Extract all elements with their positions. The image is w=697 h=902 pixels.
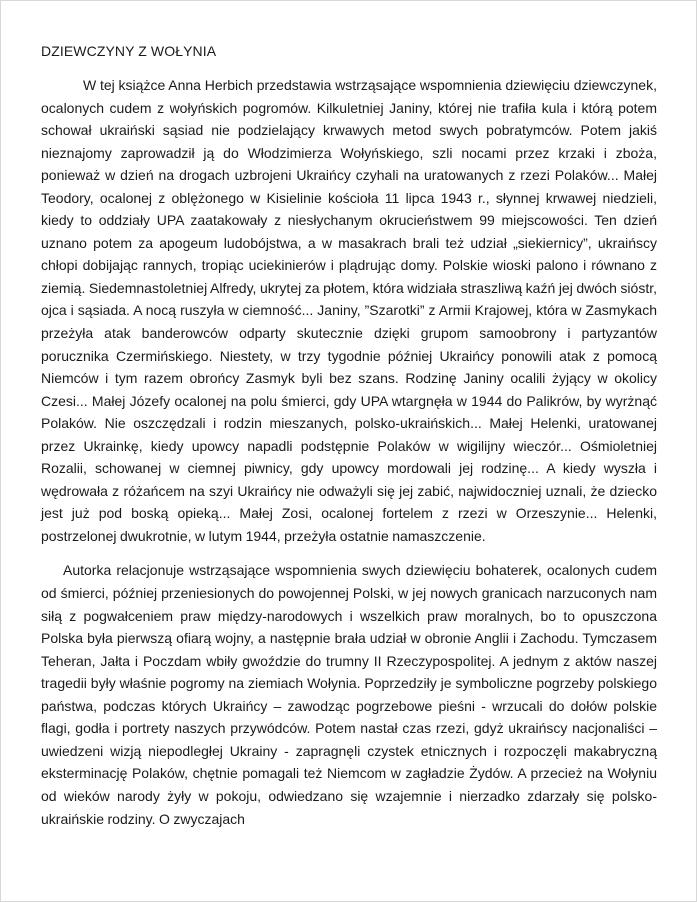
paragraph-intro: W tej książce Anna Herbich przedstawia wstrząsające wspomnienia dziewięciu dziewczynek, ocalonych cudem z wołyńskich pogromów. Kilkuletniej Janiny, której nie trafiła kula i którą potem schował ukraiński sąsiad nie podzielający krwawych metod swych pobratymców. Potem jakiś nieznajomy zaprowadził ją do Włodzimierza Wołyńskiego, szli nocami przez krzaki i zboża, ponieważ w dzień na drogach uzbrojeni Ukraińcy czyhali na uratowanych z rzezi Polaków... Małej Teodory, ocalonej z oblężonego w Kisielinie kościoła 11 lipca 1943 r., słynnej krwawej niedzieli, kiedy to oddziały UPA zaatakowały z niesłychanym okrucieństwem 99 miejscowości. Ten dzień uznano potem za apogeum ludobójstwa, a w masakrach brali też udział „siekiernicy”, ukraińscy chłopi dobijając rannych, tropiąc uciekinierów i plądrując domy. Polskie wioski palono i równano z ziemią. Siedemnastoletniej Alfredy, ukrytej za płotem, która widziała straszliwą kaźń jej dwóch sióstr, ojca i sąsiada. A nocą ruszyła w ciemność... Janiny, ”Szarotki” z Armii Krajowej, która w Zasmykach przeżyła atak banderowców odparty skutecznie dzięki grupom samoobrony i partyzantów porucznika Czermińskiego. Niestety, w trzy tygodnie później Ukraińcy ponowili atak z pomocą Niemców i tym razem obrońcy Zasmyk byli bez szans. Rodzinę Janiny ocalili żyjący w okolicy Czesi... Małej Józefy ocalonej na polu śmierci, gdy UPA wtargnęła w 1944 do Palikrów, by wyrżnąć Polaków. Nie oszczędzali i rodzin mieszanych, polsko-ukraińskich... Małej Helenki, uratowanej przez Ukrainkę, kiedy upowcy napadli podstępnie Polaków w wigilijny wieczór... Ośmioletniej Rozalii, schowanej w ciemnej piwnicy, gdy upowcy mordowali jej rodzinę... A kiedy wyszła i wędrowała z różańcem na szyi Ukraińcy nie odważyli się jej zabić, najwidoczniej uznali, że dziecko jest już pod boską opieką... Małej Zosi, ocalonej fortelem z rzezi w Orzeszynie... Helenki, postrzelonej dwukrotnie, w lutym 1944, przeżyła ostatnie namaszczenie. [41,77,657,544]
paragraph-author-summary: Autorka relacjonuje wstrząsające wspomnienia swych dziewięciu bohaterek, ocalonych cudem od śmierci, później przeniesionych do powojennej Polski, w jej nowych granicach narzuconych nam siłą z pogwałceniem praw między-narodowych i wszelkich praw moralnych, bo to opuszczona Polska była pierwszą ofiarą wojny, a następnie brała udział w obronie Anglii i Zachodu. Tymczasem Teheran, Jałta i Poczdam wbiły gwoździe do trumny II Rzeczypospolitej. A jednym z aktów naszej tragedii były właśnie pogromy na ziemiach Wołynia. Poprzedziły je symboliczne pogrzeby polskiego państwa, podczas których Ukraińcy – zawodząc pogrzebowe pieśni - wrzucali do dołów polskie flagi, godła i portrety naszych przywódców. Potem nastał czas rzezi, gdyż ukraińscy nacjonaliści – uwiedzeni wizją niepodległej Ukrainy - zapragnęli czystek etnicznych i rozpoczęli makabryczną eksterminację Polaków, chętnie pomagali też Niemcom w zagładzie Żydów. A przecież na Wołyniu od wieków narody żyły w pokoju, odwiedzano się wzajemnie i nierzadko zdarzały się polsko-ukraińskie rodziny. O zwyczajach [41,562,657,827]
document-body[interactable] [41,41,657,830]
document-title: DZIEWCZYNY Z WOŁYNIA [41,43,217,59]
